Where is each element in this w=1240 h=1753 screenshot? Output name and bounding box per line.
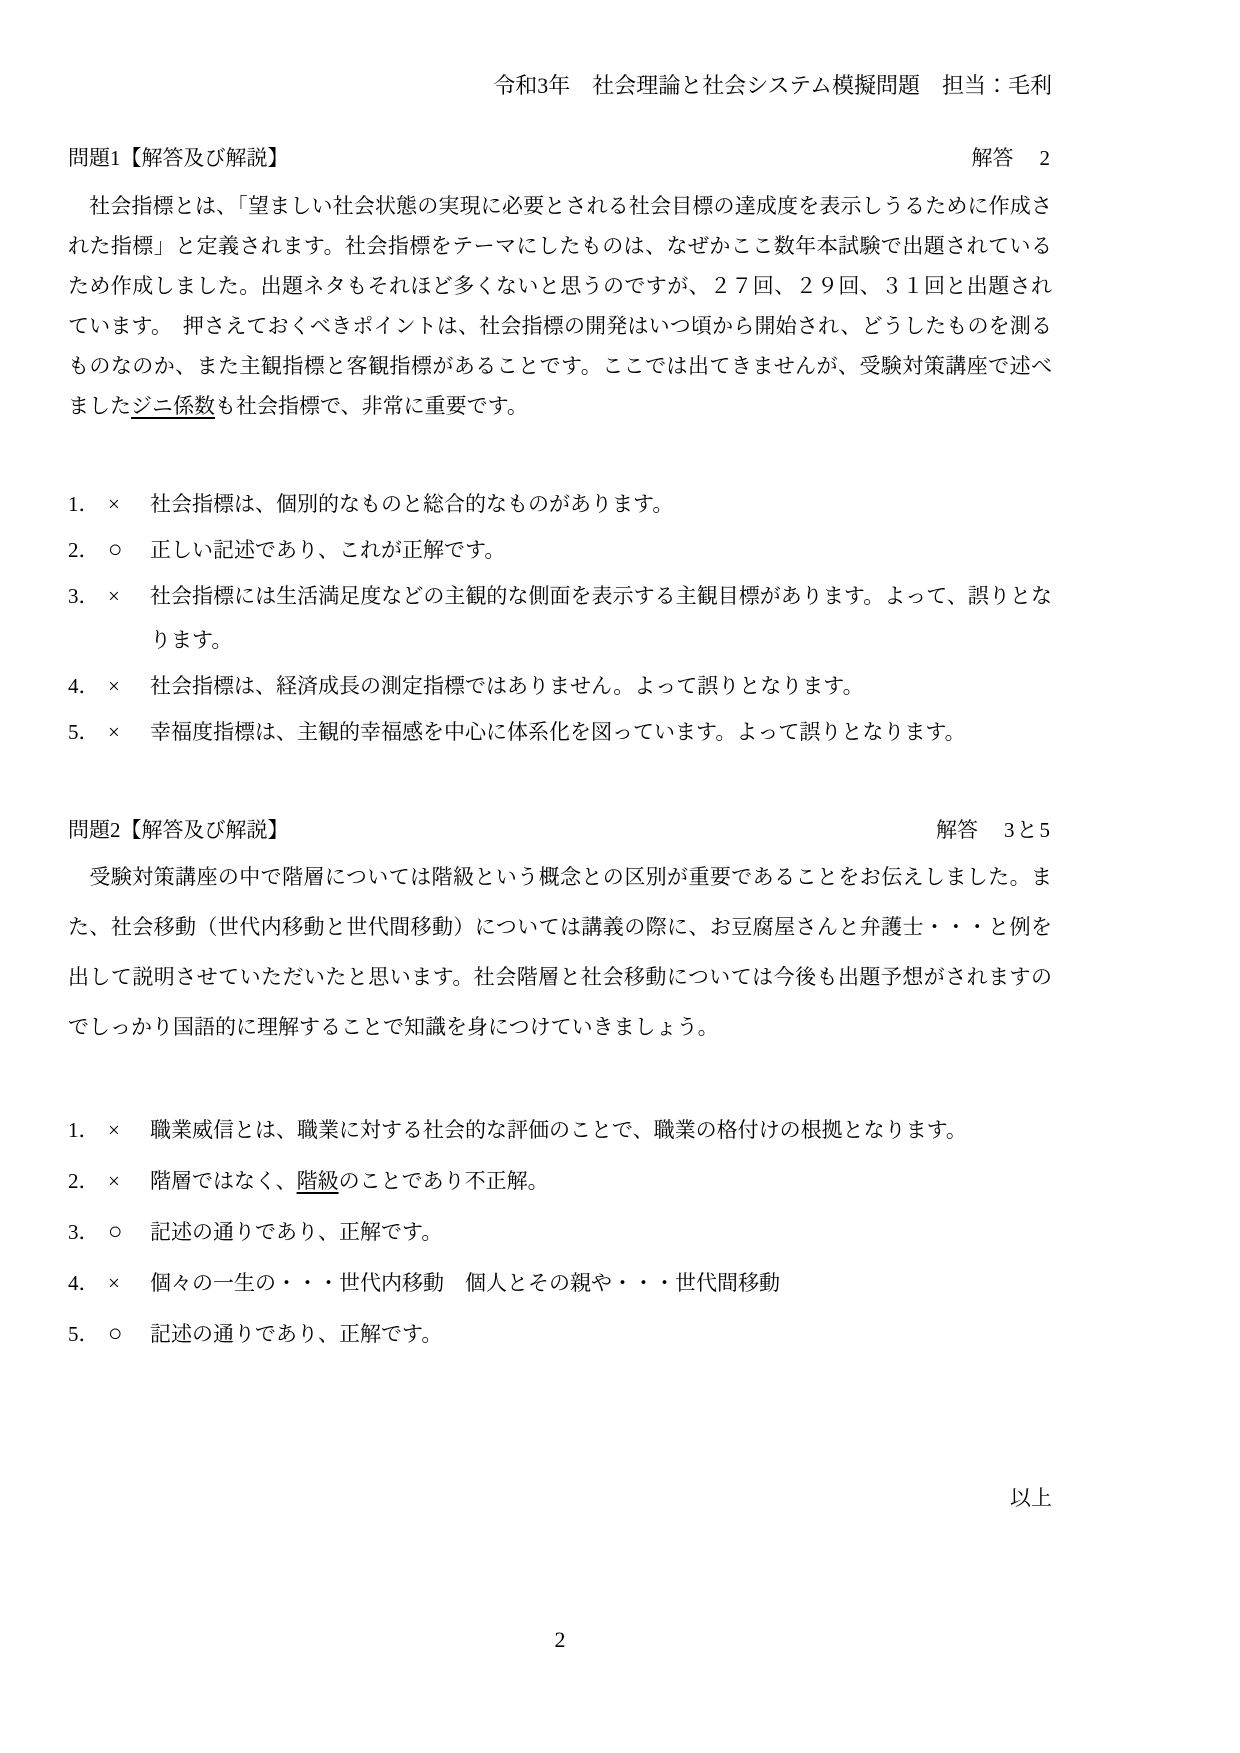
list-item [68,1108,1052,1152]
item-text: 社会指標は、経済成長の測定指標ではありません。よって誤りとなります。 [150,674,864,698]
item-number: 2． [68,538,100,562]
q2-title: 問題2【解答及び解説】 [68,818,289,842]
cross-mark: × [108,1118,120,1142]
q2-heading [68,816,1052,844]
cross-mark: × [108,1271,120,1295]
item-number: 5． [68,1322,100,1346]
q1-para2-underlined-term: ジニ係数 [131,394,215,418]
list-item [68,1261,1052,1305]
cross-mark: × [108,720,120,744]
item-text: 記述の通りであり、正解です。 [150,1322,443,1346]
list-item [68,1312,1052,1356]
item-text: 社会指標には生活満足度などの主観的な側面を表示する主観目標があります。よって、誤りとなります。 [150,584,1052,652]
q1-heading [68,144,1052,172]
item-text-pre: 階層ではなく、 [150,1169,297,1193]
item-text: 幸福度指標は、主観的幸福感を中心に体系化を図っています。よって誤りとなります。 [150,720,966,744]
list-item [68,710,1052,754]
cross-mark: × [108,674,120,698]
item-number: 3． [68,584,100,608]
q1-answer-label: 解答 [971,146,1014,170]
list-item [68,528,1052,572]
cross-mark: × [108,584,120,608]
q1-answer-value: 2 [1039,146,1052,170]
q2-answer-list [68,1108,1052,1356]
q2-answer-value: 3と5 [1004,818,1052,842]
list-item [68,574,1052,662]
list-item [68,664,1052,708]
item-number: 1． [68,1118,100,1142]
q2-paragraph: 受験対策講座の中で階層については階級という概念との区別が重要であることをお伝えしました。また、社会移動（世代内移動と世代間移動）については講義の際に、お豆腐屋さんと弁護士・・・と例を出して説明させていただいたと思います。社会階層と社会移動については今後も出題予想がされますのでしっかり国語的に理解することで知識を身につけていきましょう。 [68,865,1052,1039]
closing-mark: 以上 [1010,1486,1052,1510]
item-number: 1． [68,492,100,516]
q1-para2-pre: 押さえておくべきポイントは、社会指標の開発はいつ頃から開始され、どうしたものを測るものなのか、また主観指標と客観指標があることです。ここでは出てきませんが、受験対策講座で述べました [68,314,1052,418]
item-text: 社会指標は、個別的なものと総合的なものがあります。 [150,492,674,516]
q1-paragraph [68,186,1052,426]
q1-answer-list [68,482,1052,754]
item-number: 5． [68,720,100,744]
list-item [68,482,1052,526]
list-item [68,1159,1052,1203]
item-number: 4． [68,1271,100,1295]
cross-mark: × [108,492,120,516]
item-number: 2． [68,1169,100,1193]
circle-mark: ○ [108,1219,123,1245]
item-text [150,1159,1052,1203]
item-underlined-term: 階級 [296,1169,339,1193]
list-item [68,1210,1052,1254]
cross-mark: × [108,1169,120,1193]
q1-title: 問題1【解答及び解説】 [68,146,289,170]
item-text: 職業威信とは、職業に対する社会的な評価のことで、職業の格付けの根拠となります。 [150,1118,967,1142]
q1-para1: 社会指標とは、「望ましい社会状態の実現に必要とされる社会目標の達成度を表示しうるために作成された指標」と定義されます。社会指標をテーマにしたものは、なぜかここ数年本試験で出題されているため作成しました。出題ネタもそれほど多くないと思うのですが、２７回、２９回、３１回と出題されています。 [68,194,1052,338]
q2-answer-label: 解答 [936,818,978,842]
item-text-post: のことであり不正解。 [338,1169,549,1193]
item-number: 3． [68,1220,100,1244]
q2-answer [936,816,1052,844]
q1-answer [972,144,1053,172]
document-title: 令和3年 社会理論と社会システム模擬問題 担当：毛利 [493,73,1052,98]
q1-para2-post: も社会指標で、非常に重要です。 [215,394,528,418]
circle-mark: ○ [108,537,123,563]
page-number: 2 [554,1627,566,1652]
item-text: 個々の一生の・・・世代内移動 個人とその親や・・・世代間移動 [150,1271,780,1295]
item-text: 正しい記述であり、これが正解です。 [150,538,506,562]
item-number: 4． [68,674,100,698]
circle-mark: ○ [108,1321,123,1347]
item-text: 記述の通りであり、正解です。 [150,1220,443,1244]
